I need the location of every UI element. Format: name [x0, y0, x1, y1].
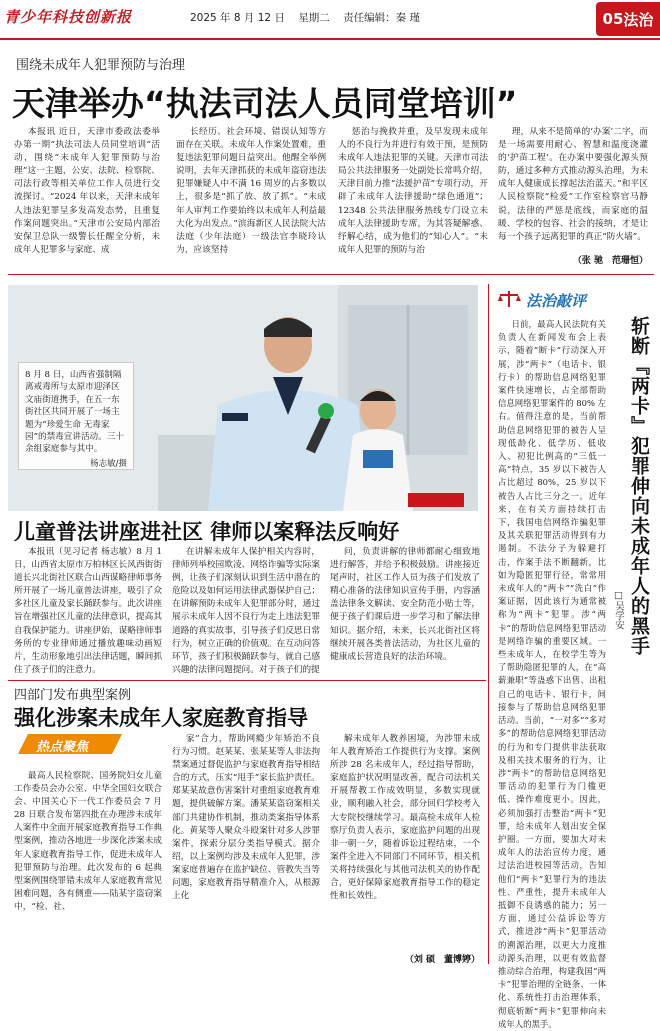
commentary-text: 日前，最高人民法院有关负责人在新闻发布会上表示，随着“断卡”行动深入开展，涉“两卡”（电话卡、银行卡）的帮助信息网络犯罪案件快速增长，占全部帮助信息网络犯罪案件的 80% 左右。值得注意的是，当前帮助信息网络犯罪的被告人呈现低龄化、低学历、低收入、初犯比例高的“三低一高”特点，35 岁以下被告人占比超过 80%，25 岁以下被告人占比三分之一。近年来，在有关方面持续打击下，我国电信网络诈骗犯罪及其关联犯罪活动得到有力遏制。不法分子为躲避打击，作案手法不断翻新，比如为隐匿犯罪行径，常常用未成年人的“两卡”“洗白”作案证据，因此该行为通常被称为“两卡”犯罪。涉“两卡”的帮助信息网络犯罪活动是网络诈骗的重要区域。一些未成年人，在校学生等为了帮助隐匿犯罪的人，在“高薪兼职”等蛊惑下出售、出租自己的电话卡、银行卡，间接参与了帮助信息网络犯罪活动。当前，“一对多”“多对多”的帮助信息网络犯罪活动的行为和专门提供非法获取及相关技术服务的行为，让涉“两卡”的帮助信息网络犯罪活动的犯罪行为门槛更低、操作难度更小。因此，必须加强打击整治“两卡”犯罪，给未成年人划出安全保护圈。一方面，要加大对未成年人的法治宣传力度，通过法治进校园等活动，告知他们“两卡”犯罪行为的违法性、严重性，提升未成年人抵御不良诱惑的能力；另一方面，通过公益诉讼等方式，推进涉“两卡”犯罪活动的溯源治理，以更大力度推动源头治理，以更有效监督推动综合治理，构建我国“两卡”犯罪治理的全链条、一体化、系统性打击治理体系，彻底斩断“两卡”犯罪伸向未成年人的黑手。 [498, 319, 606, 1029]
page-number-badge [596, 2, 660, 36]
photo-caption-text: 8 月 8 日，山西省强制隔离戒毒所与太原市迎泽区文庙街道携手，在五一东街社区共同开展了一场主题为“珍爱生命 无毒家园”的禁毒宣讲活动。三十余组家庭参与其中。 [25, 370, 124, 455]
dateline [190, 10, 420, 25]
divider [8, 680, 486, 681]
story1-kicker: 围绕未成年人犯罪预防与治理 [16, 58, 186, 73]
story3-byline: （刘 硕 董博婷） [404, 955, 480, 965]
commentary-logo-text: 法治敲评 [526, 292, 587, 310]
hot-topic-badge [14, 733, 124, 755]
story3-column-2 [172, 733, 320, 966]
story2-text-3: 问，负责讲解的律师都耐心细致地进行解答，并给予积极鼓励。讲座接近尾声时，社区工作人员为孩子们发放了精心准备的法律知识宣传手册，内容涵盖法律条文解读、安全防范小贴士等，便于孩子们课后进一步学习和了解法律知识。据介绍，未来，长兴北街社区将继续开展各类普法活动，为社区儿童的健康成长营造良好的法治环境。 [330, 547, 480, 662]
issue-weekday: 星期二 [298, 12, 330, 24]
page-number: 05 [602, 10, 624, 28]
story2-headline: 儿童普法讲座进社区 律师以案释法反响好 [14, 520, 400, 544]
story1-column-1 [14, 126, 160, 266]
story1-text-2: 长经历、社会环境、错误认知等方面存在关联。未成年人作案处置难，重复违法犯罪问题日益突出。他醒全举例说明，去年天津抓获的未成年盗窃违法犯罪嫌疑人中不满 16 周岁的占多数以上，很多是“抓了放、放了抓”。“未成年人审判工作要始终以未成年人利益最大化为出发点。”滨海新区人民法院大沽法庭（少年法庭）一级法官李晓玲认为，应该坚持 [176, 127, 326, 255]
divider [8, 274, 654, 275]
commentary-body [498, 318, 606, 1029]
story3-column-3 [330, 733, 480, 951]
story3-text-2: 家”合力，帮助网瘾少年矫治不良行为习惯。赵某某、张某某等人非法拘禁案通过督促监护与家庭教育指导相结合的方式，压实“甩手”家长监护责任。郑某某故意伤害案针对重组家庭教育难题，提供破解方案。潘某某盗窃案相关部门共建协作机制，推动类案指导体系化。黄某等人聚众斗殴案针对多人涉罪案件，探索分层分类指导模式。据介绍，以上案例均涉及未成年人犯罪，涉案家庭普遍存在监护缺位、管教失当等问题，家庭教育指导精准介入，从根源上化 [172, 734, 320, 902]
commentary-logo [498, 288, 608, 310]
story1-column-4 [498, 126, 648, 252]
story1-byline: （张 驰 范珊恒） [572, 256, 648, 266]
story1-headline: 天津举办“执法司法人员同堂培训” [12, 84, 518, 123]
story2-text-1: 本报讯（见习记者 杨志敏）8 月 1 日，山西省太原市万柏林区长风西街街道长兴北街社区联合山西谋略律师事务所开展了一场儿童普法讲座，吸引了众多社区儿童及家长踊跃参与。此次讲座旨在增强社区儿童的法律意识，提高其自我保护能力。讲座伊始，谋略律师事务所的专业律师通过播放趣味动画短片，生动形象地引出法律话题，瞬间抓住了孩子们的注意力。 [14, 547, 162, 675]
photo-caption [18, 362, 134, 470]
story3-text-1: 最高人民检察院、国务院妇女儿童工作委员会办公室、中华全国妇女联合会、中国关心下一代工作委员会 7 月 28 日联合发布第四批在办理涉未成年人案件中全面开展家庭教育指导工作典型案例，推动各地进一步深化涉案未成年人家庭教育指导工作，促进未成年人犯罪预防与治理。此次发布的 6 起典型案例围绕罪错未成年人家庭教育常见困难问题，各有侧重——陆某宇盗窃案中，“检、社、 [14, 771, 162, 912]
section-name: 法治 [623, 10, 654, 29]
hot-topic-label: 热点聚焦 [36, 740, 89, 755]
issue-date: 2025 年 8 月 12 日 [190, 12, 285, 24]
page-editor: 责任编辑：秦 瑾 [343, 12, 421, 24]
story1-text-1: 本报讯 近日，天津市委政法委举办第一期“执法司法人员同堂培训”活动，围绕“未成年人犯罪预防与治理”这一主题，公安、法院、检察院、司法行政等相关单位工作人员进行交流探讨。“2024 年以来，天津未成年人违法犯罪呈多发高发态势，且重复作案问题突出。”天津市公安局内部治安保卫总队一级警长任醒全分析，未成年人犯罪多与家庭、成 [14, 127, 160, 255]
story1-column-3 [338, 126, 488, 266]
story1-column-2 [176, 126, 326, 266]
story1-text-4: 理，从来不是简单的‘办案’二字，而是一场需要用耐心、智慧和温度浇灌的‘护苗工程’。在办案中要强化源头预防，通过多种方式推动源头治理，为未成年人健康成长撑起法治蓝天。”和平区人民检察院“检爱”工作室检察官马静说，法律的严惩是底线，而家庭的温暖、学校的包容、社会的接纳，才是让每一个孩子远离犯罪的真正“防火墙”。 [498, 127, 648, 242]
story3-text-3: 解未成年人教养困境，为涉罪未成年人教育矫治工作提供行为支撑。案例所涉 28 名未成年人，经过指导帮助，家庭监护状况明显改善，配合司法机关开展帮教工作成效明显，多数实现就业，顺利融入社会，部分回归学校考入大专院校继续学习。最高检未成年人检察厅负责人表示，家庭监护问题的出现非一朝一夕，随着诉讼过程结束，一个案件全进入不同部门不同环节，相关机关将持续强化与其他司法机关的协作配合，更好保障家庭教育指导工作的稳定性和长效性。 [330, 734, 480, 902]
story2-column-1 [14, 546, 162, 676]
story1-text-3: 惩治与挽救并重，及早发现未成年人的不良行为并进行有效干预，是预防未成年人违法犯罪的关键。天津市司法局公共法律服务一处副处长常鸣介绍，天津目前力推“法援护苗”专项行动，开辟了未成年人法律援助“绿色通道”；12348 公共法律服务热线专门设立未成年人法律援助专席，为其答疑解惑、纾解心结，成为他们的“知心人”。“未成年人犯罪的预防与治 [338, 127, 488, 255]
story3-kicker: 四部门发布典型案例 [14, 688, 132, 703]
story2-column-3 [330, 546, 480, 676]
commentary-author: □吴学安 [613, 590, 624, 630]
photo-credit: 杨志敏/摄 [90, 458, 127, 469]
column-divider [488, 284, 489, 964]
story3-column-1 [14, 770, 162, 966]
newspaper-logo: 青少年科技创新报 [4, 8, 133, 26]
story3-headline: 强化涉案未成年人家庭教育指导 [14, 706, 308, 730]
commentary-title: 斩断『两卡』犯罪伸向未成年人的黑手 [628, 316, 650, 656]
story2-text-2: 在讲解未成年人保护相关内容时，律师列举校园欺凌、网络诈骗等实际案例，让孩子们深刻认识到生活中潜在的危险以及如何运用法律武器保护自己；在讲解预防未成年人犯罪部分时，通过展示未成年人因不良行为走上违法犯罪道路的真实故事，引导孩子们反思日常行为，树立正确的价值观。在互动问答环节，孩子们积极踊跃参与，就自己感兴趣的法律问题提问。对于孩子们的提 [172, 547, 320, 675]
story2-column-2 [172, 546, 320, 676]
